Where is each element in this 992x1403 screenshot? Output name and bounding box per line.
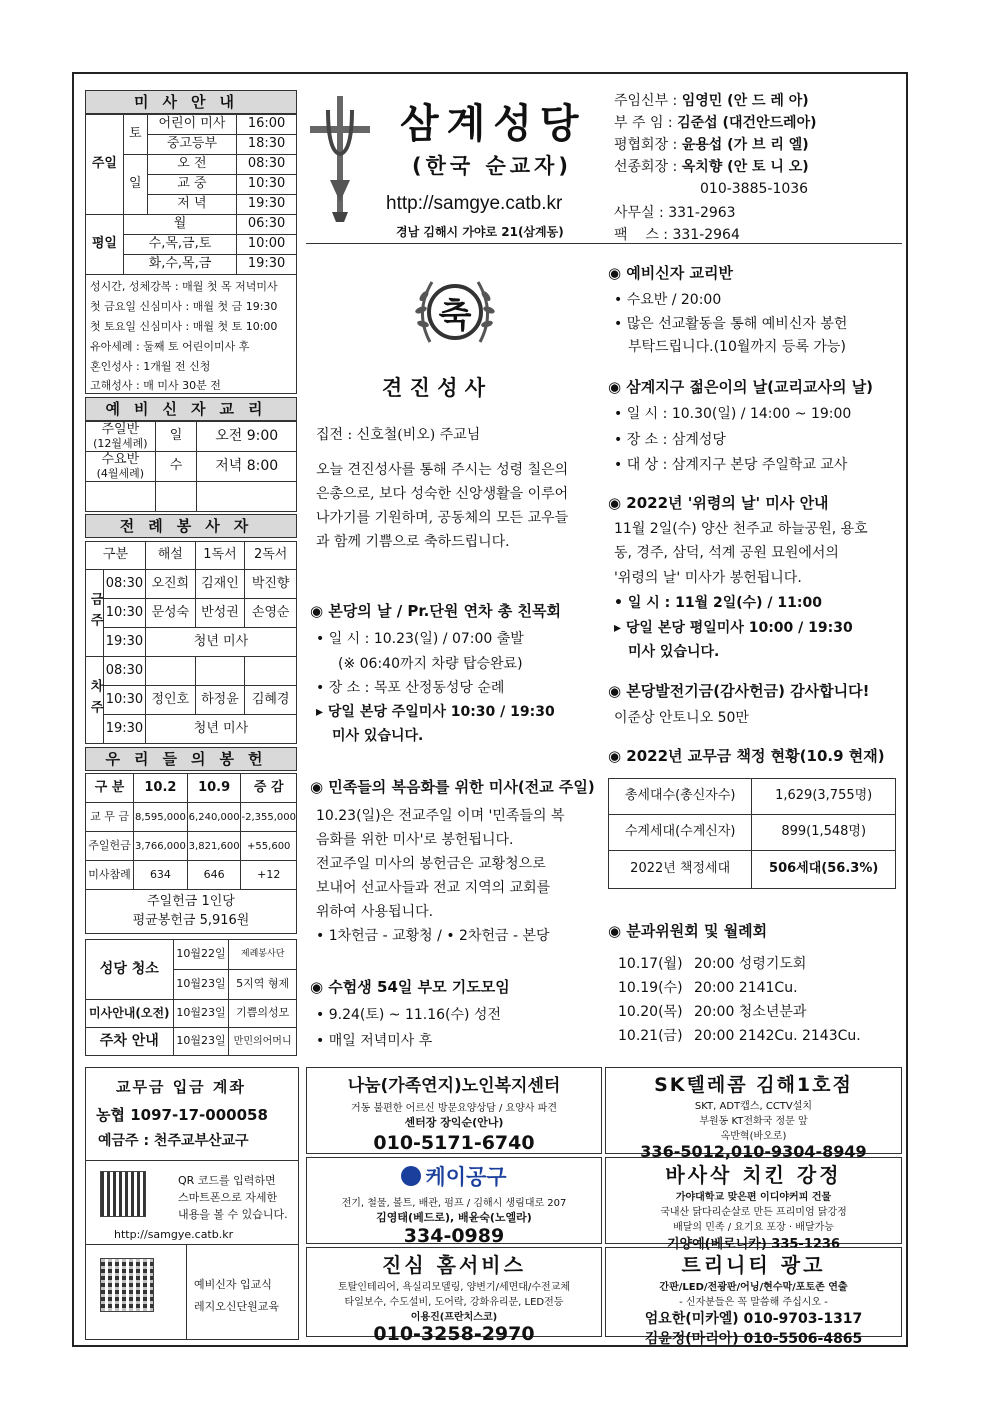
- liturgy-name: 문성숙: [145, 599, 195, 628]
- average-offering: 주일헌금 1인당 평균봉헌금 5,916원: [86, 890, 297, 934]
- committee-row: 10.20(목) 20:00 청소년분과: [618, 1004, 807, 1020]
- ad-line: 토탈인테리어, 욕실리모델링, 양변기/세면대/수전교체: [338, 1282, 570, 1293]
- section-line: • 일 시 : 10.30(일) / 14:00 ~ 19:00: [614, 406, 852, 422]
- celebration-badge: 축: [438, 296, 472, 336]
- stat-value: 899(1,548명): [752, 815, 896, 851]
- catechumen-table: [85, 421, 297, 512]
- stat-label: 총세대수(총신자수): [609, 779, 752, 815]
- class-day: 일: [155, 422, 197, 452]
- liturgy-name: [145, 657, 195, 686]
- section-line: • 장 소 : 삼계성당: [614, 432, 726, 448]
- mass-note: 혼인성사 : 1개월 전 신청: [90, 360, 211, 373]
- mass-name: 월: [123, 215, 236, 235]
- offering-table: [85, 773, 297, 934]
- section-line: • 일 시 : 10.23(일) / 07:00 출발: [316, 631, 524, 647]
- office-phone: 사무실 : 331-2963: [614, 205, 736, 221]
- section-line: 이준상 안토니오 50만: [614, 710, 749, 726]
- account-title: 교무금 입금 계좌: [116, 1078, 246, 1096]
- mass-name: 어린이 미사: [147, 115, 236, 135]
- class-day: 수: [155, 452, 197, 482]
- mass-schedule-table: [85, 114, 297, 275]
- ad-line: - 신자분들은 꼭 말씀해 주십시오 -: [679, 1297, 828, 1308]
- header-divider: [306, 243, 902, 244]
- staff-row: 주임신부 : 임영민 (안 드 레 아): [614, 93, 809, 109]
- next-week-label: 차주: [86, 657, 104, 744]
- ad-title-row: 케이공구: [307, 1161, 601, 1191]
- donation-title: ◉ 본당발전기금(감사헌금) 감사합니다!: [608, 682, 870, 700]
- ad-k-tools: [306, 1157, 602, 1247]
- ad-line: 이용진(프란치스코): [410, 1312, 498, 1323]
- sunday-day-label: 일: [123, 155, 147, 215]
- ad-line: 타일보수, 수도설비, 도어락, 강화유리문, LED전등: [344, 1297, 564, 1308]
- ad-line: 국내산 닭다리순살로 만든 프리미엄 닭강정: [660, 1207, 847, 1218]
- ad-phone: 336-5012,010-9304-8949: [640, 1142, 867, 1161]
- duty-label: 미사안내(오전): [86, 1000, 174, 1028]
- ad-title: 트리니티 광고: [681, 1253, 826, 1277]
- offering-cell: 3,766,000: [134, 832, 188, 861]
- ad-trinity: [605, 1247, 902, 1347]
- stat-value: 506세대(56.3%): [752, 851, 896, 889]
- section-line: • 매일 저녁미사 후: [316, 1033, 433, 1049]
- this-week-label: 금주: [86, 570, 104, 657]
- ad-line: 옥반혁(바오로): [720, 1131, 787, 1142]
- offering-cell: +55,600: [241, 832, 297, 861]
- parish-day-title: ◉ 본당의 날 / Pr.단원 연차 총 친목회: [310, 602, 561, 620]
- liturgy-name: 박진향: [245, 570, 297, 599]
- liturgy-name: 김혜경: [245, 686, 297, 715]
- section-line: • 대 상 : 삼계지구 본당 주일학교 교사: [614, 457, 848, 473]
- church-subtitle: (한국 순교자): [412, 154, 572, 178]
- church-title: 삼계성당: [400, 102, 587, 146]
- offering-cell: 634: [134, 861, 188, 890]
- mass-time: 19:30: [237, 195, 297, 215]
- mass-name: 교 중: [147, 175, 236, 195]
- liturgy-time: 08:30: [103, 657, 145, 686]
- ad-line: 김영태(베드로), 배윤숙(노엘라): [376, 1211, 532, 1224]
- section-line: (※ 06:40까지 차량 탑승완료): [338, 656, 523, 672]
- col-header: 10.2: [134, 774, 188, 803]
- stat-value: 1,629(3,755명): [752, 779, 896, 815]
- mass-time: 10:30: [237, 175, 297, 195]
- fax-number: 팩 스 : 331-2964: [614, 227, 740, 243]
- qr-code-icon[interactable]: [100, 1171, 146, 1217]
- ad-phone: 엄요한(미카엘) 010-9703-1317: [644, 1311, 863, 1327]
- ad-phone: 김윤정(마리아) 010-5506-4865: [644, 1331, 863, 1347]
- ad-phone: 010-3258-2970: [373, 1323, 535, 1345]
- empty-cell: [86, 482, 156, 512]
- section-line: 부탁드립니다.(10월까지 등록 가능): [628, 339, 846, 355]
- staff-row: 선종회장 : 옥치향 (안 토 니 오): [614, 159, 809, 175]
- liturgy-name: 반성권: [195, 599, 245, 628]
- ad-phone: 010-5171-6740: [373, 1132, 535, 1154]
- empty-cell: [197, 482, 297, 512]
- church-url[interactable]: http://samgye.catb.kr: [386, 193, 563, 214]
- committee-row: 10.19(수) 20:00 2141Cu.: [618, 980, 798, 996]
- ad-title: 나눔(가족연지)노인복지센터: [347, 1076, 561, 1096]
- duty-label: 성당 청소: [86, 940, 174, 1000]
- ad-phone: 기양예(베로니카) 335-1236: [666, 1237, 841, 1252]
- divider: [186, 1244, 187, 1339]
- duty-date: 10월23일: [173, 1028, 229, 1056]
- duty-date: 10월23일: [173, 1000, 229, 1028]
- liturgy-name: 하정윤: [195, 686, 245, 715]
- section-line: • 일 시 : 11월 2일(수) / 11:00: [614, 595, 822, 611]
- section-line: 전교주일 미사의 봉헌금은 교황청으로: [316, 856, 546, 872]
- section-line: • 수요반 / 20:00: [614, 292, 722, 308]
- duty-date: 10월22일: [173, 940, 229, 970]
- class-name: 수요반 (4월세례): [86, 452, 156, 482]
- ad-line: SKT, ADT캡스, CCTV설치: [694, 1101, 813, 1112]
- liturgy-merged: 청년 미사: [145, 715, 296, 744]
- confirmation-heading: 견 진 성 사: [382, 375, 486, 400]
- col-header: 10.9: [187, 774, 241, 803]
- account-holder: 예금주 : 천주교부산교구: [98, 1133, 249, 1149]
- youth-day-title: ◉ 삼계지구 젊은이의 날(교리교사의 날): [608, 378, 874, 396]
- col-header: 구 분: [86, 774, 134, 803]
- qr-code-icon[interactable]: [100, 1258, 154, 1312]
- offering-cell: 미사참례: [86, 861, 134, 890]
- staff-row: 평협회장 : 윤용섭 (가 브 리 엘): [614, 137, 809, 153]
- ad-title: 진심 홈서비스: [382, 1253, 526, 1277]
- committee-title: ◉ 분과위원회 및 월례회: [608, 922, 768, 940]
- ad-line: 거동 불편한 어르신 방문요양상담 / 요양사 파견: [351, 1103, 557, 1114]
- liturgy-time: 10:30: [103, 599, 145, 628]
- section-line: ▸ 당일 본당 주일미사 10:30 / 19:30: [316, 704, 555, 720]
- class-time: 오전 9:00: [197, 422, 297, 452]
- duty-who: 제례봉사단: [229, 940, 297, 970]
- ad-phone: 334-0989: [403, 1225, 505, 1247]
- ad-line: 간판/LED/전광판/어닝/현수막/포토존 연출: [659, 1282, 848, 1293]
- section-line: • 장 소 : 목포 산정동성당 순례: [316, 680, 505, 696]
- duty-who: 기쁨의성모: [229, 1000, 297, 1028]
- liturgy-merged: 청년 미사: [145, 628, 296, 657]
- offering-cell: +12: [241, 861, 297, 890]
- section-line: 동, 경주, 삼덕, 석계 공원 묘원에서의: [614, 545, 839, 561]
- ad-title: 바사삭 치킨 강정: [665, 1163, 842, 1187]
- section-line: • 1차헌금 - 교황청 / • 2차헌금 - 본당: [316, 928, 550, 944]
- duty-table: [85, 939, 297, 1056]
- offering-cell: 6,240,000: [187, 803, 241, 832]
- offering-cell: 주일헌금: [86, 832, 134, 861]
- liturgy-name: [195, 657, 245, 686]
- sunday-label: 주일: [86, 115, 124, 215]
- account-number: 농협 1097-17-000058: [96, 1106, 268, 1124]
- section-line: • 많은 선교활동을 통해 예비신자 봉헌: [614, 316, 848, 332]
- empty-cell: [155, 482, 197, 512]
- liturgy-name: [245, 657, 297, 686]
- offering-header: 우리들의봉헌: [85, 747, 297, 771]
- section-line: 미사 있습니다.: [332, 728, 424, 744]
- ad-line: 배달의 민족 / 요기요 포장 · 배달가능: [673, 1222, 834, 1233]
- section-line: 보내어 선교사들과 전교 지역의 교회를: [316, 880, 551, 896]
- ad-line: 부원동 KT전화국 정문 앞: [699, 1116, 808, 1127]
- cross-emblem-icon: [306, 92, 374, 227]
- liturgy-time: 08:30: [103, 570, 145, 599]
- mass-name: 중고등부: [147, 135, 236, 155]
- stat-label: 수계세대(수계신자): [609, 815, 752, 851]
- celebrant: 집전 : 신호철(비오) 주교님: [316, 427, 481, 443]
- staff-list: [614, 90, 817, 246]
- class-name: 주일반 (12월세례): [86, 422, 156, 452]
- mass-name: 저 녁: [147, 195, 236, 215]
- ad-welfare-center: [306, 1067, 602, 1154]
- duty-who: 만민의어머니: [229, 1028, 297, 1056]
- liturgy-name: 오진희: [145, 570, 195, 599]
- mass-time: 10:00: [237, 235, 297, 255]
- mass-time: 19:30: [237, 255, 297, 275]
- mass-note: 성시간, 성체강복 : 매월 첫 목 저녁미사: [90, 280, 278, 293]
- mass-note: 고해성사 : 매 미사 30분 전: [90, 379, 221, 392]
- section-line: • 9.24(토) ~ 11.16(수) 성전: [316, 1007, 501, 1023]
- mass-name: 화,수,목,금: [123, 255, 236, 275]
- account-box: [85, 1067, 299, 1340]
- church-address: 경남 김해시 가야로 21(삼계동): [396, 225, 564, 239]
- mass-name: 오 전: [147, 155, 236, 175]
- stat-label: 2022년 책정세대: [609, 851, 752, 889]
- col-header: 증 감: [241, 774, 297, 803]
- mass-time: 06:30: [237, 215, 297, 235]
- catechism-class-title: ◉ 예비신자 교리반: [608, 264, 733, 282]
- class-time: 저녁 8:00: [197, 452, 297, 482]
- mass-time: 18:30: [237, 135, 297, 155]
- offering-cell: 3,821,600: [187, 832, 241, 861]
- col-header: 해설: [145, 542, 195, 570]
- qr2-caption: 예비신자 입교식 레지오신단원교육: [194, 1278, 280, 1313]
- liturgy-header: 전례봉사자: [85, 514, 297, 538]
- offering-cell: 8,595,000: [134, 803, 188, 832]
- mass-note: 첫 토요일 신심미사 : 매월 첫 토 10:00: [90, 320, 278, 333]
- liturgy-table: [85, 541, 297, 744]
- section-line: ▸ 당일 본당 평일미사 10:00 / 19:30: [614, 620, 853, 636]
- section-line: 위하여 사용됩니다.: [316, 904, 434, 920]
- mission-sunday-title: ◉ 민족들의 복음화를 위한 미사(전교 주일): [310, 778, 595, 796]
- mass-time: 08:30: [237, 155, 297, 175]
- committee-row: 10.21(금) 20:00 2142Cu. 2143Cu.: [618, 1028, 861, 1044]
- liturgy-name: 김재인: [195, 570, 245, 599]
- qr-instructions: QR 코드를 입력하면 스마트폰으로 자세한 내용을 볼 수 있습니다.: [178, 1174, 288, 1221]
- exam-prayer-title: ◉ 수험생 54일 부모 기도모임: [310, 978, 510, 996]
- saturday-label: 토: [123, 115, 147, 155]
- section-line: 미사 있습니다.: [628, 644, 720, 660]
- logo-icon: [401, 1166, 421, 1186]
- liturgy-time: 19:30: [103, 715, 145, 744]
- mass-note: 첫 금요일 신심미사 : 매월 첫 금 19:30: [90, 300, 278, 313]
- all-souls-title: ◉ 2022년 '위령의 날' 미사 안내: [608, 494, 829, 512]
- staff-row: 부 주 임 : 김준섭 (대건안드레아): [614, 115, 817, 131]
- mass-note: 유아세례 : 둘째 토 어린이미사 후: [90, 340, 250, 353]
- contribution-status-title: ◉ 2022년 교무금 책정 현황(10.9 현재): [608, 747, 885, 765]
- mass-time: 16:00: [237, 115, 297, 135]
- ad-title: SK텔레콤 김해1호점: [654, 1074, 853, 1096]
- committee-row: 10.17(월) 20:00 성령기도회: [618, 956, 807, 972]
- section-line: 10.23(일)은 전교주일 이며 '민족들의 복: [316, 808, 565, 824]
- mass-name: 수,목,금,토: [123, 235, 236, 255]
- ad-home-service: [306, 1247, 602, 1345]
- col-header: 구분: [86, 542, 146, 570]
- ad-line: 센터장 장익순(안나): [404, 1116, 504, 1129]
- offering-cell: -2,355,000: [241, 803, 297, 832]
- duty-date: 10월23일: [173, 970, 229, 1000]
- confirmation-message: 오늘 견진성사를 통해 주시는 성령 칠은의 은총으로, 보다 성숙한 신앙생활을 이루어 나가기를 기원하며, 공동체의 모든 교우들 과 함께 기쁨으로 축하드립니다.: [316, 462, 569, 550]
- divider: [86, 1244, 298, 1245]
- ad-chicken: [605, 1157, 902, 1252]
- col-header: 2독서: [245, 542, 297, 570]
- committee-list: [618, 952, 861, 1048]
- staff-phone: 010-3885-1036: [700, 181, 809, 197]
- section-line: '위령의 날' 미사가 봉헌됩니다.: [614, 570, 802, 586]
- duty-label: 주차 안내: [86, 1028, 174, 1056]
- ad-line: 전기, 철물, 볼트, 배관, 펌프 / 김해시 생림대로 207: [341, 1198, 567, 1209]
- weekday-label: 평일: [86, 215, 124, 275]
- liturgy-time: 19:30: [103, 628, 145, 657]
- offering-cell: 646: [187, 861, 241, 890]
- mass-guide-header: 미사안내: [85, 90, 297, 114]
- section-line: 11월 2일(수) 양산 천주교 하늘공원, 용호: [614, 521, 868, 537]
- liturgy-time: 10:30: [103, 686, 145, 715]
- qr-url[interactable]: http://samgye.catb.kr: [114, 1228, 234, 1241]
- ad-line: 가야대학교 맞은편 이디야커피 건물: [675, 1192, 832, 1203]
- contribution-table: [608, 778, 896, 889]
- liturgy-name: 정인호: [145, 686, 195, 715]
- catechumen-header: 예비신자교리: [85, 397, 297, 421]
- offering-cell: 교 무 금: [86, 803, 134, 832]
- liturgy-name: 손영순: [245, 599, 297, 628]
- section-line: 음화를 위한 미사'로 봉헌됩니다.: [316, 832, 514, 848]
- duty-who: 5지역 형제: [229, 970, 297, 1000]
- ad-sk-telecom: [605, 1067, 902, 1161]
- divider: [86, 1160, 298, 1161]
- col-header: 1독서: [195, 542, 245, 570]
